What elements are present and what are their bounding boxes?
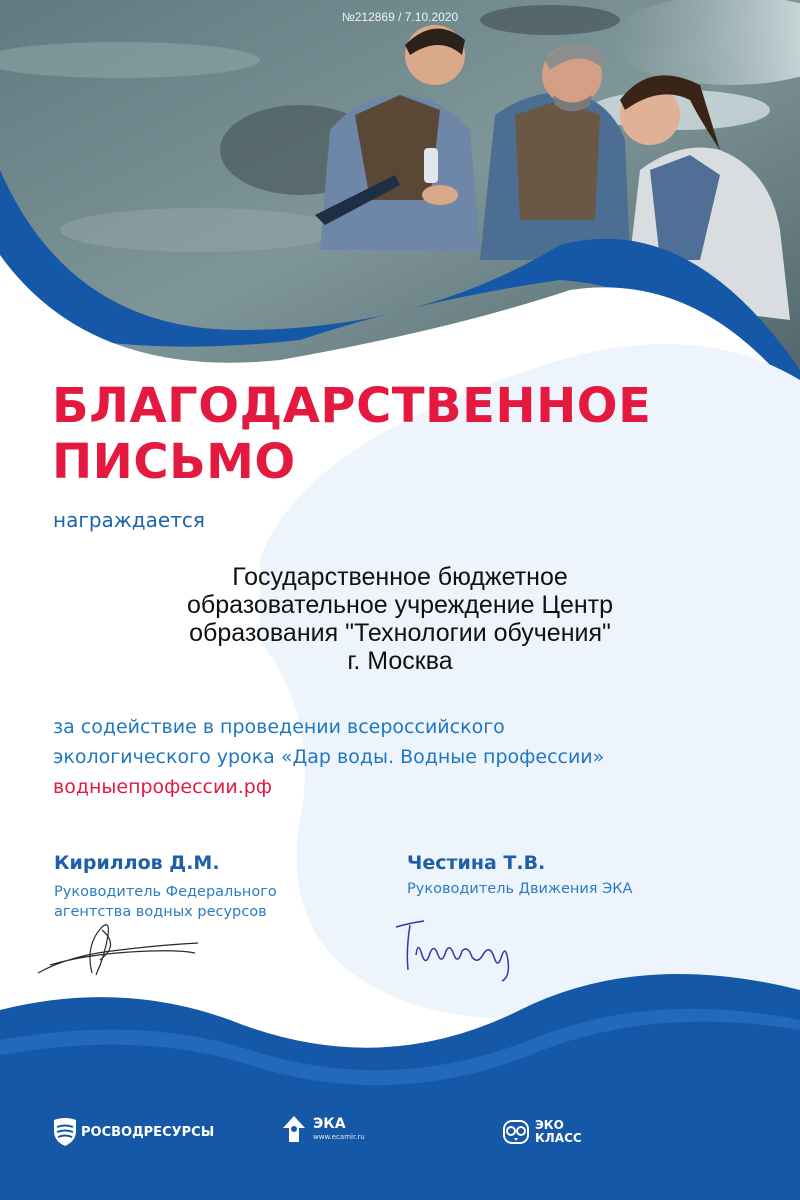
recipient-line-2: образовательное учреждение Центр xyxy=(186,591,614,619)
owl-logo-icon xyxy=(502,1117,530,1147)
website-link[interactable]: водныепрофессии.рф xyxy=(53,776,273,798)
signatory-1-role-line-2: агентства водных ресурсов xyxy=(54,904,267,920)
signatory-2-name: Честина Т.В. xyxy=(407,852,546,874)
eka-text: ЭКА xyxy=(313,1115,346,1132)
eka-url: www.ecamir.ru xyxy=(313,1132,365,1141)
signatory-2-role-line-1: Руководитель Движения ЭКА xyxy=(407,881,633,897)
logo-eko-klass xyxy=(502,1117,582,1147)
certificate-title xyxy=(52,378,772,490)
signatory-2-role xyxy=(407,879,632,899)
reason-line-1: за содействие в проведении всероссийского xyxy=(53,716,505,738)
recipient-name xyxy=(100,563,700,675)
awarded-label: награждается xyxy=(53,508,205,532)
eka-flower-logo-icon xyxy=(281,1114,307,1144)
signatory-1-role-line-1: Руководитель Федерального xyxy=(54,884,277,900)
signature-2 xyxy=(390,915,530,985)
award-reason xyxy=(53,712,773,802)
rosvodresursy-text: РОСВОДРЕСУРСЫ xyxy=(81,1124,215,1140)
logo-rosvodresursy xyxy=(52,1117,214,1147)
certificate-number: №212869 / 7.10.2020 xyxy=(341,10,459,24)
logo-eka xyxy=(281,1114,365,1144)
eko-text: ЭКО xyxy=(535,1118,564,1132)
reason-line-2: экологического урока «Дар воды. Водные профессии» xyxy=(53,746,605,768)
recipient-line-3: образования "Технологии обучения" xyxy=(189,619,611,647)
title-line-1: БЛАГОДАРСТВЕННОЕ xyxy=(52,378,652,434)
klass-text: КЛАСС xyxy=(535,1131,582,1145)
shield-logo-icon xyxy=(52,1117,78,1147)
signatory-1-name: Кириллов Д.М. xyxy=(54,852,220,874)
recipient-line-1: Государственное бюджетное xyxy=(232,563,568,591)
recipient-line-4: г. Москва xyxy=(347,647,453,675)
signature-1 xyxy=(30,915,210,985)
title-line-2: ПИСЬМО xyxy=(52,434,296,490)
